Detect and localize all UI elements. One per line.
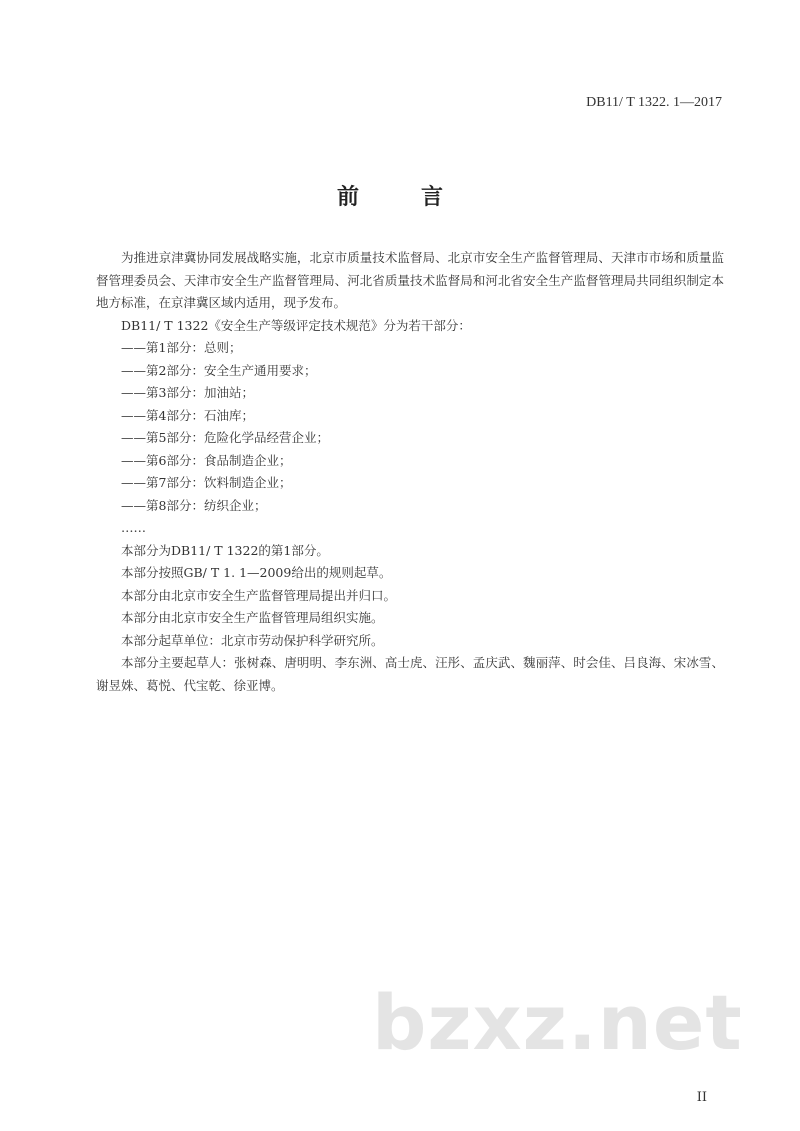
watermark: bzxz.net <box>372 978 743 1067</box>
statement: 本部分按照GB/ T 1. 1—2009给出的规则起草。 <box>121 565 392 580</box>
part-item: ——第8部分：纺织企业； <box>121 497 267 513</box>
part-item: ——第2部分：安全生产通用要求； <box>121 362 317 378</box>
parts-intro: DB11/ T 1322《安全生产等级评定技术规范》分为若干部分： <box>121 317 471 333</box>
part-item: ——第6部分：食品制造企业； <box>121 452 292 468</box>
part-item: ——第7部分：饮料制造企业； <box>121 475 292 490</box>
statement: 本部分由北京市安全生产监督管理局提出并归口。 <box>121 587 397 603</box>
intro-paragraph: 为推进京津冀协同发展战略实施，北京市质量技术监督局、北京市安全生产监督管理局、天津市市场和质量监督管理委员会、天津市安全生产监督管理局、河北省质量技术监督局和河北省安全生产监督管理局共同组织制定本地方标准，在京津冀区域内适用，现予发布。 <box>96 250 724 310</box>
page-number: II <box>696 1090 707 1105</box>
drafters-paragraph: 本部分主要起草人：张树森、唐明明、李东洲、高士虎、汪彤、孟庆武、魏丽萍、时会佳、吕良海、宋冰雪、谢昱姝、葛悦、代宝乾、徐亚博。 <box>96 655 724 693</box>
document-body <box>96 247 724 697</box>
part-item: ——第5部分：危险化学品经营企业； <box>121 430 329 445</box>
statement: 本部分起草单位：北京市劳动保护科学研究所。 <box>121 632 384 648</box>
page-title: 前 言 <box>336 184 463 210</box>
ellipsis: …… <box>121 520 146 535</box>
part-item: ——第1部分：总则； <box>121 340 242 355</box>
part-item: ——第3部分：加油站； <box>121 385 254 400</box>
statement: 本部分为DB11/ T 1322的第1部分。 <box>121 542 329 558</box>
statement: 本部分由北京市安全生产监督管理局组织实施。 <box>121 610 384 625</box>
standard-code: DB11/ T 1322. 1—2017 <box>586 95 722 110</box>
part-item: ——第4部分：石油库； <box>121 407 254 423</box>
